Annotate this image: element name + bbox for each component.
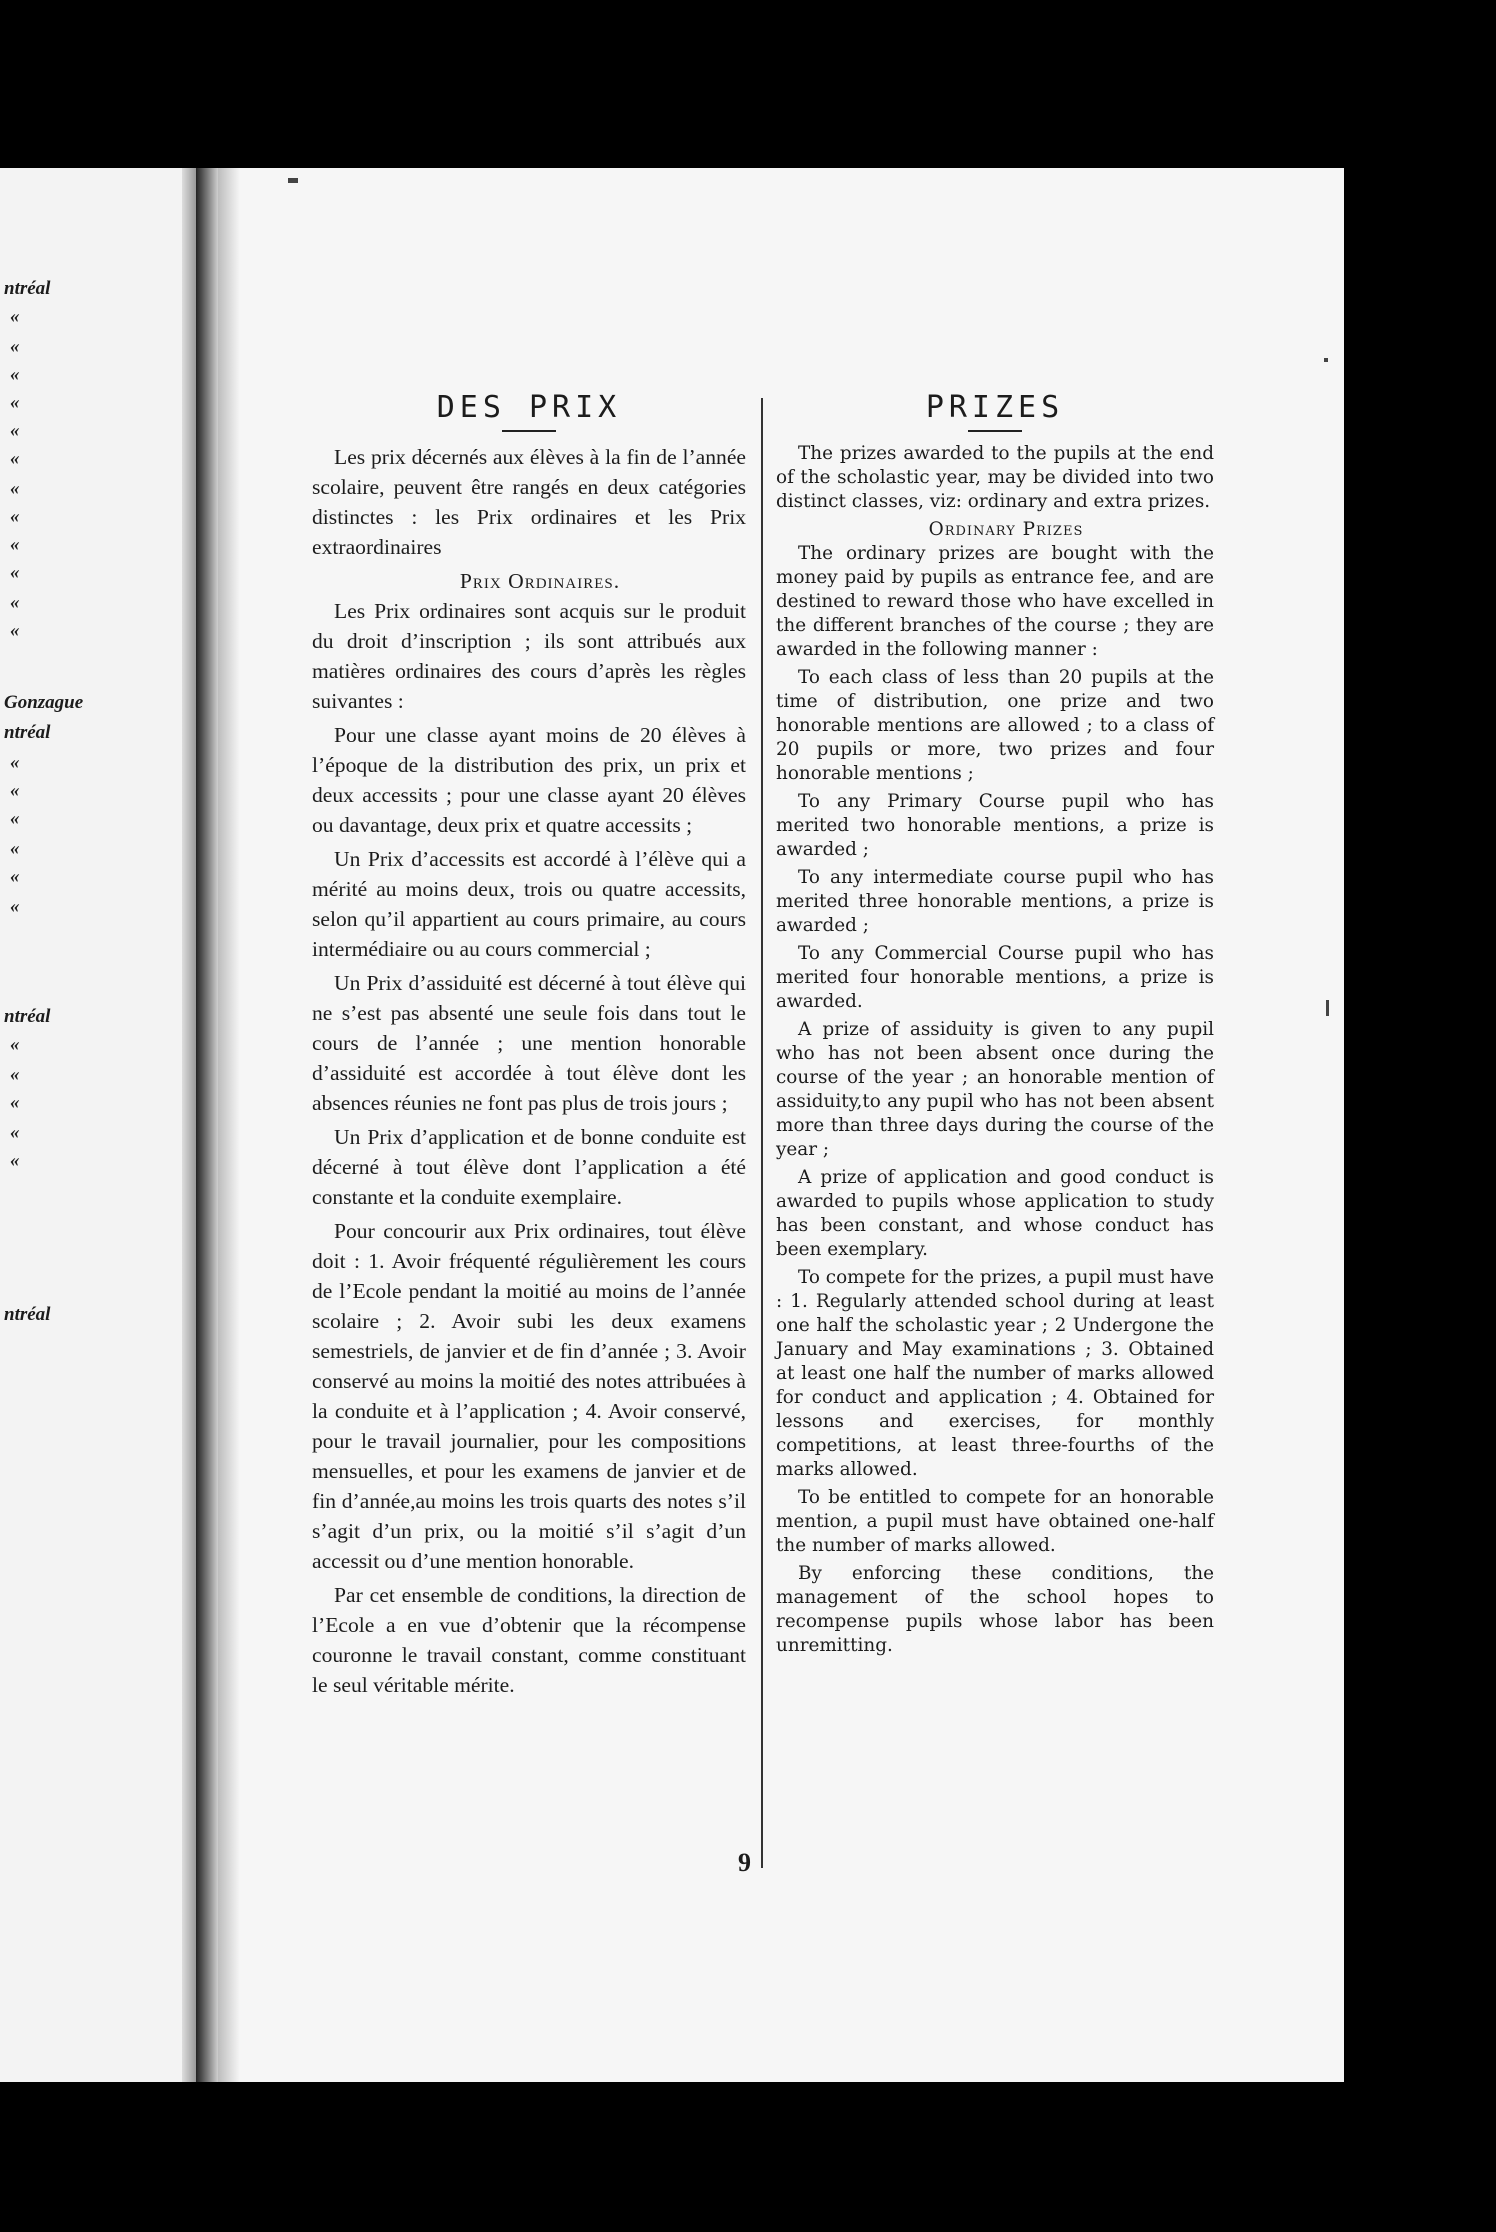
facing-page-entry: « xyxy=(10,478,20,499)
french-subheading: Prix Ordinaires. xyxy=(459,569,621,593)
facing-page-entry: « xyxy=(10,448,20,469)
facing-page-entry: « xyxy=(10,506,20,527)
english-paragraph: To any Commercial Course pupil who has merited four honorable mentions, a prize is awarded. xyxy=(776,943,1214,1012)
english-column xyxy=(776,390,1214,1662)
english-title-rule xyxy=(968,430,1022,432)
english-paragraph: To any intermediate course pupil who has merited three honorable mentions, a prize is awarded ; xyxy=(776,867,1214,936)
page-edge-shading xyxy=(182,168,196,2082)
english-paragraph: To be entitled to compete for an honorable mention, a pupil must have obtained one-half the number of marks allowed. xyxy=(776,1487,1214,1556)
facing-page-entry: ntréal xyxy=(4,1304,51,1325)
french-paragraph: Les Prix ordinaires sont acquis sur le produit du droit d’inscription ; ils sont attribués aux matières ordinaires des cours d’après les règles suivantes : xyxy=(312,599,746,713)
facing-page-entry: « xyxy=(10,336,20,357)
print-speck xyxy=(1324,358,1328,362)
english-paragraph: To compete for the prizes, a pupil must have : 1. Regularly attended school during at least one half the scholastic year ; 2 Undergone the January and May examinations ; 3. Obtained at least one half the number of marks allowed for conduct and application ; 4. Obtained for lessons and exercises, for monthly competitions, at least three-fourths of the marks allowed. xyxy=(776,1267,1214,1480)
facing-page-entry: Gonzague xyxy=(4,692,84,713)
facing-page-entry: « xyxy=(10,620,20,641)
facing-page-entry: « xyxy=(10,562,20,583)
facing-page-entry: « xyxy=(10,1150,20,1171)
print-speck xyxy=(1326,1000,1329,1016)
facing-page-entry: « xyxy=(10,534,20,555)
french-column xyxy=(312,390,746,1704)
facing-page-entry: « xyxy=(10,392,20,413)
facing-page-entry: « xyxy=(10,1064,20,1085)
print-speck xyxy=(288,178,298,183)
facing-page-entry: « xyxy=(10,838,20,859)
english-paragraph: To each class of less than 20 pupils at the time of distribution, one prize and two honorable mentions are allowed ; to a class of 20 pupils or more, two prizes and four honorable mentions ; xyxy=(776,667,1214,784)
facing-page-entry: « xyxy=(10,752,20,773)
french-title: DES PRIX xyxy=(436,390,622,425)
english-title: PRIZES xyxy=(925,390,1065,425)
facing-page-entry: « xyxy=(10,1034,20,1055)
french-paragraph: Pour concourir aux Prix ordinaires, tout élève doit : 1. Avoir fréquenté régulièrement les cours de l’Ecole pendant la moitié au moins de l’année scolaire ; 2. Avoir subi les deux examens semestriels, de janvier et de fin d’année ; 3. Avoir conservé au moins la moitié des notes attribuées à la conduite et à l’application ; 4. Avoir conservé, pour le travail journalier, pour les compositions mensuelles, et pour les examens de janvier et de fin d’année,au moins les trois quarts des notes s’il s’agit d’un prix, ou la moitié s’il s’agit d’un accessit ou d’une mention honorable. xyxy=(312,1219,746,1573)
facing-page-entry: ntréal xyxy=(4,1006,51,1027)
facing-page-entry: « xyxy=(10,866,20,887)
french-paragraph: Un Prix d’application et de bonne conduite est décerné à tout élève dont l’application a été constante et la conduite exemplaire. xyxy=(312,1125,746,1209)
facing-page-entry: ntréal xyxy=(4,722,51,743)
english-paragraph: A prize of assiduity is given to any pupil who has not been absent once during the course of the year ; an honorable mention of assiduity,to any pupil who has not been absent more than three days during the course of the year ; xyxy=(776,1019,1214,1160)
facing-page-entry: ntréal xyxy=(4,278,51,299)
english-paragraph: A prize of application and good conduct is awarded to pupils whose application to study has been constant, and whose conduct has been exemplary. xyxy=(776,1167,1214,1260)
facing-page-entry: « xyxy=(10,780,20,801)
facing-page-entry: « xyxy=(10,364,20,385)
facing-page-entry: « xyxy=(10,808,20,829)
facing-page-entry: « xyxy=(10,1122,20,1143)
page-shadow xyxy=(218,168,240,2082)
french-intro: Les prix décernés aux élèves à la fin de l’année scolaire, peuvent être rangés en deux catégories distinctes : les Prix ordinaires et les Prix extraordinaires xyxy=(312,445,746,559)
facing-page xyxy=(0,168,196,2082)
french-paragraph: Par cet ensemble de conditions, la direction de l’Ecole a en vue d’obtenir que la récompense couronne le travail constant, comme constituant le seul véritable mérite. xyxy=(312,1583,746,1697)
page-number: 9 xyxy=(738,1848,751,1877)
facing-page-entry: « xyxy=(10,420,20,441)
french-title-rule xyxy=(502,430,556,432)
english-intro: The prizes awarded to the pupils at the end of the scholastic year, may be divided into two distinct classes, viz: ordinary and extra prizes. xyxy=(776,443,1214,512)
french-paragraph: Pour une classe ayant moins de 20 élèves à l’époque de la distribution des prix, un prix et deux accessits ; pour une classe ayant 20 élèves ou davantage, deux prix et quatre accessits ; xyxy=(312,723,746,837)
column-divider xyxy=(761,398,763,1868)
english-paragraph: The ordinary prizes are bought with the money paid by pupils as entrance fee, and are destined to reward those who have excelled in the different branches of the course ; they are awarded in the following manner : xyxy=(776,543,1214,660)
english-subheading: Ordinary Prizes xyxy=(928,519,1084,540)
french-paragraph: Un Prix d’accessits est accordé à l’élève qui a mérité au moins deux, trois ou quatre accessits, selon qu’il appartient au cours primaire, au cours intermédiaire ou au cours commercial ; xyxy=(312,847,746,961)
facing-page-entry: « xyxy=(10,306,20,327)
french-paragraph: Un Prix d’assiduité est décerné à tout élève qui ne s’est pas absenté une seule fois dans tout le cours de l’année ; une mention honorable d’assiduité est accordée à tout élève dont les absences réunies ne font pas plus de trois jours ; xyxy=(312,971,746,1115)
facing-page-entry: « xyxy=(10,896,20,917)
english-paragraph: By enforcing these conditions, the management of the school hopes to recompense pupils whose labor has been unremitting. xyxy=(776,1563,1214,1656)
book-gutter xyxy=(196,168,218,2082)
facing-page-entry: « xyxy=(10,1092,20,1113)
facing-page-entry: « xyxy=(10,592,20,613)
english-paragraph: To any Primary Course pupil who has merited two honorable mentions, a prize is awarded ; xyxy=(776,791,1214,860)
main-page xyxy=(218,168,1344,2082)
